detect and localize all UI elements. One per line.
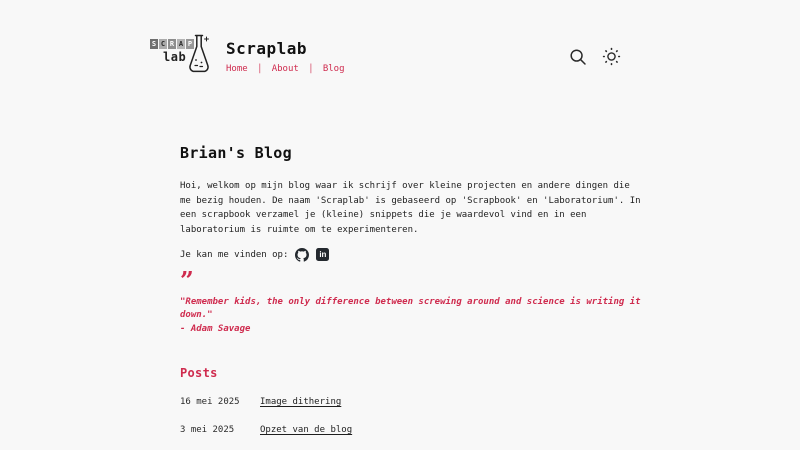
nav-link-about[interactable]: About — [271, 63, 299, 74]
quote-text: "Remember kids, the only difference between screwing around and science is writing it down." — [180, 296, 641, 320]
linkedin-glyph: in — [316, 248, 329, 261]
site-title[interactable]: Scraplab — [226, 39, 308, 58]
logo-lab-text: lab — [163, 50, 187, 64]
github-icon[interactable] — [295, 248, 309, 262]
logo-letter: S — [151, 40, 157, 48]
title-block — [226, 32, 345, 74]
search-icon[interactable] — [568, 47, 588, 67]
nav-separator: | — [307, 63, 314, 74]
theme-toggle-sun-icon[interactable] — [601, 46, 622, 67]
quote-author: - Adam Savage — [180, 323, 251, 334]
post-date: 16 mei 2025 — [180, 396, 240, 407]
nav-link-blog[interactable]: Blog — [322, 63, 345, 74]
header-icons — [568, 46, 622, 67]
page-title: Brian's Blog — [180, 144, 292, 162]
erlenmeyer-flask-icon — [187, 33, 211, 81]
quote-mark-icon: ” — [180, 265, 194, 295]
quote-block — [180, 265, 642, 336]
site-header — [148, 32, 622, 82]
main-content — [180, 144, 642, 436]
post-link-opzet-van-de-blog[interactable]: Opzet van de blog — [260, 424, 353, 435]
logo-letter: P — [187, 40, 193, 48]
main-nav — [226, 63, 345, 74]
site-logo[interactable] — [148, 32, 212, 78]
post-list-item — [180, 425, 642, 436]
posts-heading: Posts — [180, 365, 218, 380]
linkedin-icon[interactable] — [316, 248, 329, 261]
post-list-item — [180, 397, 642, 408]
logo-letter: A — [178, 40, 184, 48]
find-me-label: Je kan me vinden op: — [180, 249, 289, 260]
logo-letter: R — [169, 40, 175, 48]
nav-separator: | — [256, 63, 263, 74]
nav-link-home[interactable]: Home — [226, 63, 248, 74]
logo-letter: C — [160, 40, 166, 48]
post-link-image-dithering[interactable]: Image dithering — [260, 396, 342, 407]
intro-paragraph: Hoi, welkom op mijn blog waar ik schrijf over kleine projecten en andere dingen die me bezig houden. De naam 'Scraplab' is gebaseerd op 'Scrapbook' en 'Laboratorium'. In een scrapbook verzamel je (kleine) snippets die je waardevol vind en in een laboratorium is ruimte om te experimenteren. — [180, 181, 641, 236]
post-date: 3 mei 2025 — [180, 424, 235, 435]
find-me-row — [180, 248, 642, 262]
